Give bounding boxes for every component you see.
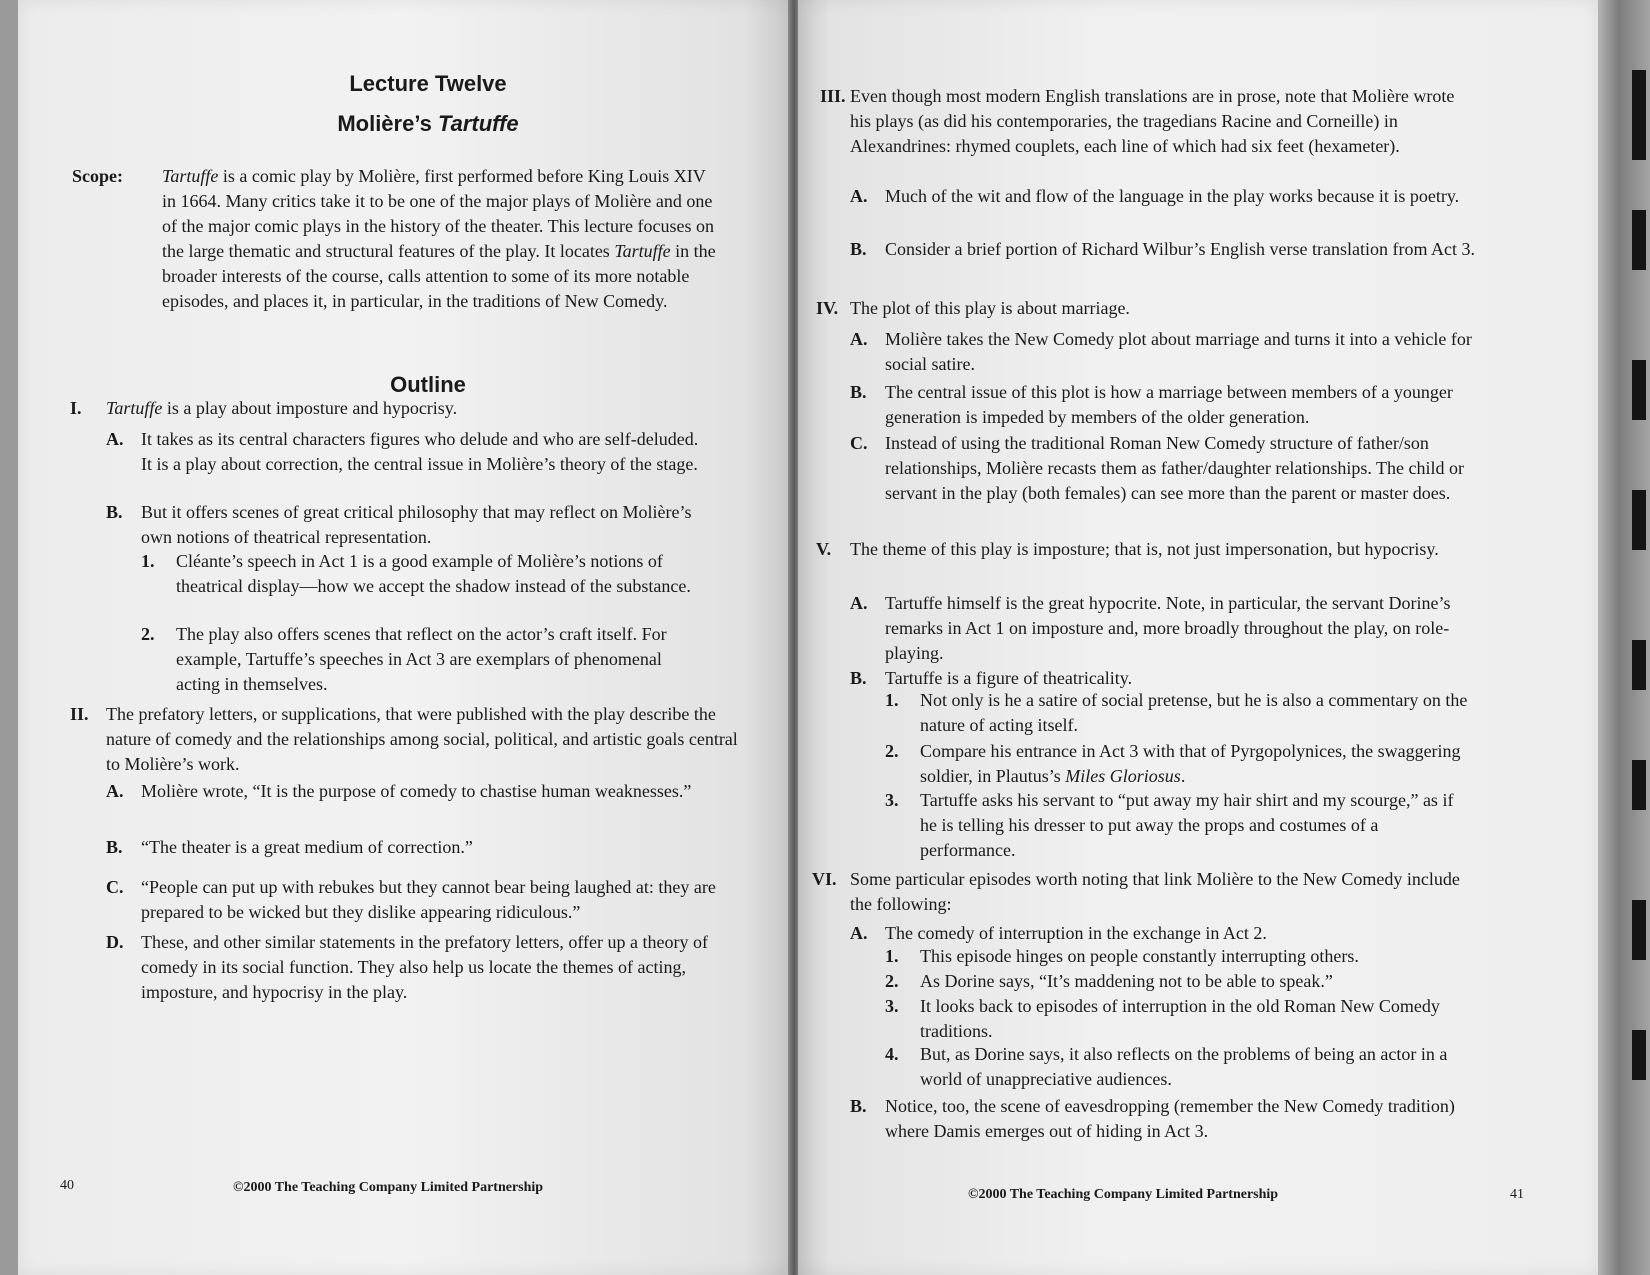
outline-num-VIA1: 1. xyxy=(885,946,899,966)
index-tab xyxy=(1632,360,1646,420)
page-number: 41 xyxy=(1510,1187,1524,1202)
outline-item-IIIB: Consider a brief portion of Richard Wilbur’s English verse translation from Act 3. xyxy=(885,239,1475,259)
outline-item-VIA1: This episode hinges on people constantly interrupting others. xyxy=(920,946,1359,966)
outline-item-VIA: The comedy of interruption in the exchange in Act 2. xyxy=(885,923,1267,943)
scope-play: Tartuffe xyxy=(162,166,219,186)
outline-item-IIA: Molière wrote, “It is the purpose of comedy to chastise human weaknesses.” xyxy=(141,781,692,801)
outline-item-IIIA: Much of the wit and flow of the language in the play works because it is poetry. xyxy=(885,186,1460,206)
outline-num-VA: A. xyxy=(850,593,868,613)
item-VB2-pre: Compare his entrance in Act 3 with that of Pyrgopolynices, the swaggering soldier, in Plautus’s xyxy=(920,741,1461,786)
title-prefix: Molière’s xyxy=(337,111,438,136)
outline-num-VB2: 2. xyxy=(885,741,899,761)
outline-item-IVC: Instead of using the traditional Roman New Comedy structure of father/son relationships, Molière recasts them as father/daughter relationships. The child or servant in the play (both females) can see more than the parent or master does. xyxy=(885,433,1464,503)
outline-item-IB2: The play also offers scenes that reflect on the actor’s craft itself. For example, Tartuffe’s speeches in Act 3 are exemplars of phenomenal acting in themselves. xyxy=(176,624,667,694)
outline-num-IVA: A. xyxy=(850,329,868,349)
outline-num-IIB: B. xyxy=(106,837,123,857)
outline-item-IIB: “The theater is a great medium of correction.” xyxy=(141,837,473,857)
outline-num-IID: D. xyxy=(106,932,124,952)
outline-num-IV: IV. xyxy=(816,298,839,318)
outline-num-IIA: A. xyxy=(106,781,124,801)
outline-num-VB1: 1. xyxy=(885,690,899,710)
scope-label: Scope: xyxy=(72,166,123,186)
outline-num-IIC: C. xyxy=(106,877,124,897)
outline-item-VB2 xyxy=(920,739,1470,789)
outline-item-VA: Tartuffe himself is the great hypocrite. Note, in particular, the servant Dorine’s remarks in Act 1 on imposture and, more broadly throughout the play, on role-playing. xyxy=(885,593,1451,663)
scope-end: in the broader interests of the course, calls attention to some of its more notable episodes, and places it, in particular, in the traditions of New Comedy. xyxy=(162,241,716,311)
outline-num-IIIB: B. xyxy=(850,239,867,259)
outline-num-VIA4: 4. xyxy=(885,1044,899,1064)
outline-item-IV: The plot of this play is about marriage. xyxy=(850,298,1130,318)
outline-item-VB: Tartuffe is a figure of theatricality. xyxy=(885,668,1133,688)
book-edge xyxy=(1598,0,1650,1275)
outline-num-VB: B. xyxy=(850,668,867,688)
right-page xyxy=(798,0,1598,1275)
outline-item-IVB: The central issue of this plot is how a marriage between members of a younger generation is impeded by members of the older generation. xyxy=(885,382,1453,427)
outline-num-VB3: 3. xyxy=(885,790,899,810)
index-tab xyxy=(1632,210,1646,270)
outline-num-VIB: B. xyxy=(850,1096,867,1116)
outline-num-IB2: 2. xyxy=(141,624,155,644)
scope-text xyxy=(162,164,722,314)
outline-item-II: The prefatory letters, or supplications, that were published with the play describe the nature of comedy and the relationships among social, political, and artistic goals central to Molière’s work. xyxy=(106,704,738,774)
outline-item-IB1: Cléante’s speech in Act 1 is a good example of Molière’s notions of theatrical display—how we accept the shadow instead of the substance. xyxy=(176,551,691,596)
scope-play-2: Tartuffe xyxy=(614,241,671,261)
outline-item-V: The theme of this play is imposture; that is, not just impersonation, but hypocrisy. xyxy=(850,539,1439,559)
outline-item-VI: Some particular episodes worth noting that link Molière to the New Comedy include the following: xyxy=(850,869,1460,914)
lecture-heading: Lecture Twelve xyxy=(349,71,507,96)
outline-num-V: V. xyxy=(816,539,832,559)
outline-num-VIA: A. xyxy=(850,923,868,943)
item-I-play: Tartuffe xyxy=(106,398,163,418)
outline-item-IA: It takes as its central characters figures who delude and who are self-deluded. It is a play about correction, the central issue in Molière’s theory of the stage. xyxy=(141,429,699,474)
lecture-title xyxy=(218,111,638,137)
outline-item-IID: These, and other similar statements in the prefatory letters, offer up a theory of comedy in its social function. They also help us locate the themes of acting, imposture, and hypocrisy in the play. xyxy=(141,932,708,1002)
outline-item-VIA2: As Dorine says, “It’s maddening not to be able to speak.” xyxy=(920,971,1333,991)
outline-num-VI: VI. xyxy=(812,869,837,889)
outline-item-VIA3: It looks back to episodes of interruption in the old Roman New Comedy traditions. xyxy=(920,996,1440,1041)
outline-num-IVB: B. xyxy=(850,382,867,402)
outline-num-IVC: C. xyxy=(850,433,868,453)
index-tab xyxy=(1632,70,1646,160)
outline-num-VIA2: 2. xyxy=(885,971,899,991)
index-tab xyxy=(1632,760,1646,810)
outline-item-VIA4: But, as Dorine says, it also reflects on the problems of being an actor in a world of unappreciative audiences. xyxy=(920,1044,1448,1089)
outline-item-IB: But it offers scenes of great critical philosophy that may reflect on Molière’s own notions of theatrical representation. xyxy=(141,502,692,547)
outline-item-IIC: “People can put up with rebukes but they cannot bear being laughed at: they are prepared to be wicked but they dislike appearing ridiculous.” xyxy=(141,877,716,922)
index-tab xyxy=(1632,1030,1646,1080)
index-tab xyxy=(1632,640,1646,690)
scope-rest: is a comic play by Molière, first performed before King Louis XIV in 1664. Many critics take it to be one of the major plays of Molière and one of the major comic plays in the history of the theater. This lecture focuses on the large thematic and structural features of the play. It locates xyxy=(162,166,715,261)
outline-item-VB1: Not only is he a satire of social pretense, but he is also a commentary on the nature of acting itself. xyxy=(920,690,1468,735)
outline-num-III: III. xyxy=(820,86,846,106)
item-I-text: is a play about imposture and hypocrisy. xyxy=(162,398,458,418)
outline-item-IVA: Molière takes the New Comedy plot about marriage and turns it into a vehicle for social satire. xyxy=(885,329,1472,374)
page-footer: ©2000 The Teaching Company Limited Partnership xyxy=(233,1180,544,1195)
item-VB2-work: Miles Gloriosus xyxy=(1065,766,1181,786)
index-tab xyxy=(1632,900,1646,960)
item-VB2-end: . xyxy=(1180,766,1186,786)
outline-item-III: Even though most modern English translations are in prose, note that Molière wrote his plays (as did his contemporaries, the tragedians Racine and Corneille) in Alexandrines: rhymed couplets, each line of which had six feet (hexameter). xyxy=(850,86,1455,156)
outline-item-VB3: Tartuffe asks his servant to “put away my hair shirt and my scourge,” as if he is telling his dresser to put away the props and costumes of a performance. xyxy=(920,790,1454,860)
outline-num-IB: B. xyxy=(106,502,123,522)
index-tab xyxy=(1632,490,1646,550)
left-page xyxy=(18,0,790,1275)
outline-num-IB1: 1. xyxy=(141,551,155,571)
outline-num-IIIA: A. xyxy=(850,186,868,206)
outline-num-II: II. xyxy=(70,704,89,724)
title-play: Tartuffe xyxy=(437,111,519,136)
page-footer: ©2000 The Teaching Company Limited Partnership xyxy=(968,1187,1279,1202)
outline-heading: Outline xyxy=(390,372,466,397)
outline-item-I xyxy=(106,396,746,421)
outline-num-I: I. xyxy=(70,398,82,418)
outline-item-VIB: Notice, too, the scene of eavesdropping (remember the New Comedy tradition) where Damis emerges out of hiding in Act 3. xyxy=(885,1096,1455,1141)
outline-num-IA: A. xyxy=(106,429,124,449)
outline-num-VIA3: 3. xyxy=(885,996,899,1016)
page-number: 40 xyxy=(60,1178,74,1193)
